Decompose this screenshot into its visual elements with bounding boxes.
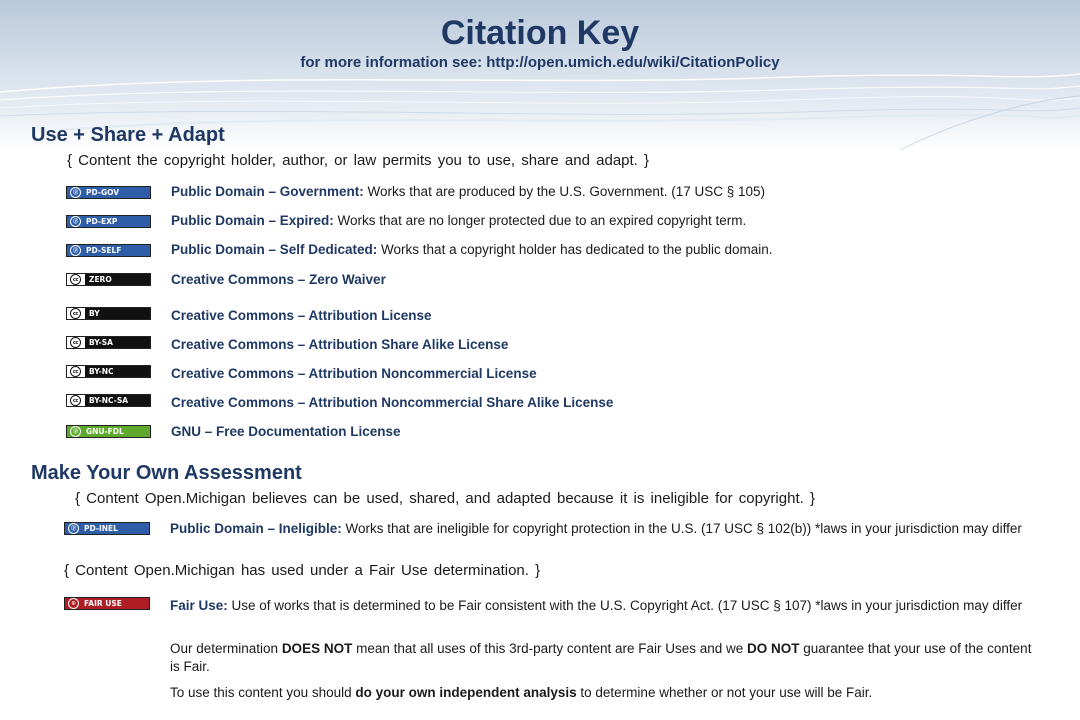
guidance-text: To use this content you should	[170, 685, 356, 700]
entry-pd-self	[171, 241, 1041, 259]
page-subtitle[interactable]: for more information see: http://open.umich.edu/wiki/CitationPolicy	[300, 54, 780, 71]
guidance-text: to determine whether or not your use will be Fair.	[576, 685, 873, 700]
disclaimer-emphasis: DOES NOT	[281, 641, 353, 656]
entry-term: Creative Commons – Attribution Noncommercial Share Alike License	[171, 395, 614, 410]
entry-pd-exp	[171, 212, 1041, 230]
fair-use-guidance	[170, 684, 1040, 702]
badge-label: BY-NC-SA	[89, 396, 129, 405]
section-title-use-share-adapt: Use + Share + Adapt	[31, 124, 225, 146]
entry-fair-use	[170, 597, 1040, 615]
badge-label: FAIR USE	[84, 599, 122, 608]
section-description-use-share-adapt: { Content the copyright holder, author, or law permits you to use, share and adapt. }	[67, 152, 650, 169]
badge-left-block	[67, 274, 85, 285]
entry-term: GNU – Free Documentation License	[171, 424, 401, 439]
page-title: Citation Key	[440, 14, 640, 52]
disclaimer-text: guarantee that your use of the content is Fair.	[170, 641, 1032, 674]
creative-commons-icon: cc	[70, 366, 81, 377]
badge-pd-gov	[66, 186, 151, 199]
copyleft-icon: ⓟ	[70, 426, 81, 437]
disclaimer-text: Our determination	[170, 641, 282, 656]
entry-pd-inel	[170, 520, 1040, 538]
entry-term: Creative Commons – Zero Waiver	[171, 272, 386, 287]
badge-label: BY-SA	[89, 338, 113, 347]
fair-use-disclaimer	[170, 640, 1040, 676]
badge-cc-by-nc	[66, 365, 151, 378]
entry-term: Public Domain – Ineligible:	[170, 521, 342, 536]
badge-cc-by-nc-sa	[66, 394, 151, 407]
entry-term: Creative Commons – Attribution License	[171, 308, 432, 323]
badge-label: PD-INEL	[84, 524, 118, 533]
badge-pd-exp	[66, 215, 151, 228]
entry-text: Works that are no longer protected due to an expired copyright term.	[333, 213, 747, 228]
fair-use-description: { Content Open.Michigan has used under a Fair Use determination. }	[64, 562, 541, 579]
badge-label: PD-GOV	[86, 188, 120, 197]
disclaimer-text: mean that all uses of this 3rd-party content are Fair Uses and we	[352, 641, 748, 656]
entry-term: Fair Use:	[170, 598, 228, 613]
entry-term: Creative Commons – Attribution Noncommercial License	[171, 366, 537, 381]
badge-cc-zero	[66, 273, 151, 286]
public-domain-icon: ⓟ	[68, 523, 79, 534]
creative-commons-icon: cc	[70, 274, 81, 285]
entry-cc-by-nc	[171, 365, 1041, 383]
badge-pd-self	[66, 244, 151, 257]
entry-term: Creative Commons – Attribution Share Alike License	[171, 337, 509, 352]
section-title-assessment: Make Your Own Assessment	[31, 462, 302, 484]
badge-left-block	[67, 366, 85, 377]
badge-label: ZERO	[89, 275, 112, 284]
badge-cc-by	[66, 307, 151, 320]
entry-cc-by-nc-sa	[171, 394, 1041, 412]
badge-label: BY	[89, 309, 100, 318]
creative-commons-icon: cc	[70, 395, 81, 406]
badge-label: BY-NC	[89, 367, 114, 376]
entry-text: Works that are ineligible for copyright protection in the U.S. (17 USC § 102(b)) *laws in your jurisdiction may differ	[341, 521, 1022, 536]
entry-pd-gov	[171, 183, 1041, 201]
guidance-emphasis: do your own independent analysis	[355, 685, 577, 700]
entry-term: Public Domain – Government:	[171, 184, 364, 199]
copyright-icon: ©	[68, 598, 79, 609]
badge-left-block	[67, 395, 85, 406]
entry-term: Public Domain – Expired:	[171, 213, 334, 228]
badge-gnu-fdl	[66, 425, 151, 438]
badge-fair-use	[64, 597, 150, 610]
badge-left-block	[67, 308, 85, 319]
entry-cc-by-sa	[171, 336, 1041, 354]
badge-label: PD-SELF	[86, 246, 122, 255]
entry-text: Use of works that is determined to be Fair consistent with the U.S. Copyright Act. (17 USC § 107) *laws in your jurisdiction may differ	[227, 598, 1023, 613]
badge-pd-inel	[64, 522, 150, 535]
badge-label: PD-EXP	[86, 217, 118, 226]
badge-left-block	[67, 337, 85, 348]
entry-term: Public Domain – Self Dedicated:	[171, 242, 378, 257]
entry-cc-by	[171, 307, 1041, 325]
entry-gnu-fdl	[171, 423, 1041, 441]
entry-cc-zero	[171, 271, 1041, 289]
public-domain-icon: ⓟ	[70, 245, 81, 256]
creative-commons-icon: cc	[70, 337, 81, 348]
disclaimer-emphasis: DO NOT	[747, 641, 800, 656]
entry-text: Works that a copyright holder has dedicated to the public domain.	[377, 242, 773, 257]
public-domain-icon: ⓟ	[70, 187, 81, 198]
creative-commons-icon: cc	[70, 308, 81, 319]
section-description-assessment: { Content Open.Michigan believes can be used, shared, and adapted because it is ineligible for copyright. }	[75, 490, 815, 507]
public-domain-icon: ⓟ	[70, 216, 81, 227]
badge-cc-by-sa	[66, 336, 151, 349]
entry-text: Works that are produced by the U.S. Government. (17 USC § 105)	[363, 184, 765, 199]
badge-label: GNU-FDL	[86, 427, 124, 436]
